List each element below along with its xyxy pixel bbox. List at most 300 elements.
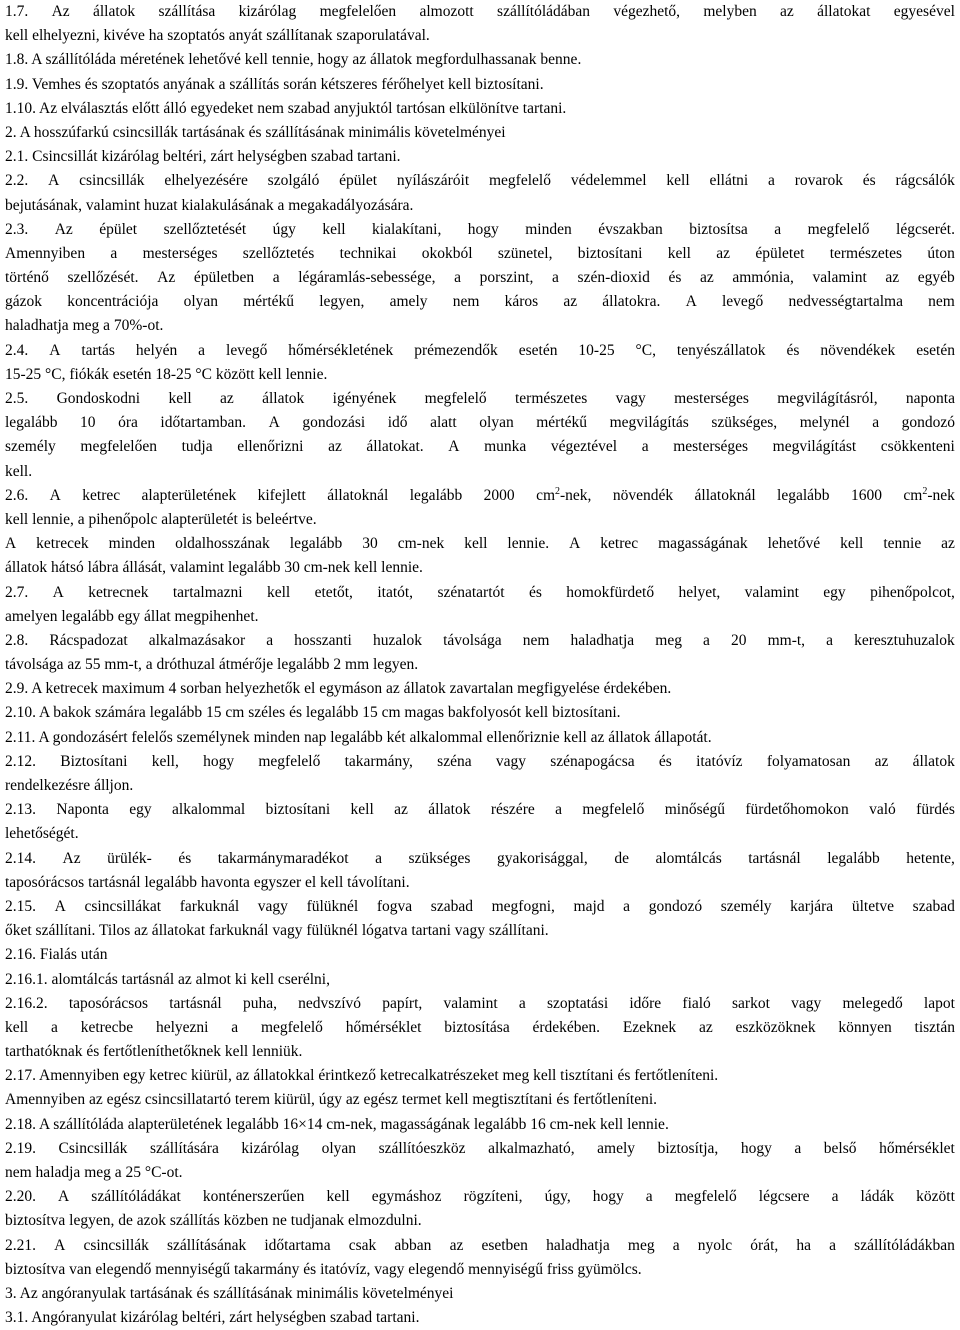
word: okokból: [421, 244, 473, 262]
word: alkalommal: [172, 801, 246, 819]
word: hetente,: [906, 849, 955, 867]
word: eszközöknek: [735, 1018, 816, 1036]
word: Amennyiben: [5, 244, 86, 262]
word: kell: [666, 172, 690, 190]
text-line: [5, 895, 955, 919]
word: mm-t,: [767, 631, 806, 649]
word: cm-nek: [397, 535, 445, 553]
word: mesterséges: [674, 390, 749, 407]
word: fülüknél: [306, 897, 359, 915]
word: védelemmel: [570, 172, 647, 190]
word: szállítása: [158, 3, 216, 20]
word: szénapogácsa: [550, 752, 635, 770]
word: hogy: [592, 1188, 624, 1206]
word: oldalhosszának: [175, 535, 270, 553]
word: fialó: [682, 994, 711, 1012]
word: helyet,: [678, 583, 721, 601]
word: legalább: [289, 535, 343, 553]
word: való: [869, 801, 896, 819]
word: biztosítása: [444, 1018, 510, 1036]
word: vagy: [791, 994, 822, 1012]
word: A: [49, 341, 61, 359]
word: ellátni: [709, 172, 749, 190]
word: csincsillákat: [84, 897, 162, 915]
word: a: [641, 438, 649, 456]
text-line: tarthatóknak és fertőtleníthetőknek kell lenniük.: [5, 1043, 303, 1061]
word: a: [672, 1236, 680, 1254]
word: tennie: [883, 535, 922, 553]
word: itatóvíz: [696, 752, 743, 770]
word: 10-25: [578, 341, 615, 359]
word: káros: [504, 293, 539, 311]
word: A: [52, 583, 64, 601]
word: Az: [51, 3, 70, 20]
word: állatokat: [817, 3, 871, 20]
word: tartás: [81, 341, 115, 359]
word: 2.7.: [5, 583, 29, 601]
text-line: [5, 218, 955, 242]
word: és: [786, 341, 800, 359]
word: megfelelő: [260, 1018, 323, 1036]
text-line: 1.9. Vemhes és szoptatós anyának a szállítás során kétszeres férőhelyet kell biztosítani.: [5, 75, 544, 93]
word: kialakítani,: [372, 220, 442, 238]
word: csincsillák: [83, 1236, 149, 1254]
word: ha: [796, 1236, 812, 1254]
word: ültetve: [851, 897, 895, 915]
word: megfelelő: [807, 220, 870, 238]
word: egyesével: [893, 3, 955, 20]
word: szállítóládában: [497, 3, 591, 20]
word: idő: [387, 414, 408, 432]
word: homokfürdető: [566, 583, 655, 601]
word: de: [614, 849, 629, 867]
word: szükséges: [408, 849, 471, 867]
text-line: bejutásának, valamint huzat kialakulásának a megakadályozására.: [5, 196, 414, 214]
word: helyezni: [155, 1018, 209, 1036]
word: kell,: [151, 752, 179, 770]
superscript: 2: [555, 485, 561, 497]
word: a: [826, 631, 834, 649]
text-line: amelyen legalább egy állat megpihenhet.: [5, 607, 259, 625]
word: 2.2.: [5, 172, 29, 190]
word: konténerszerűen: [202, 1188, 305, 1206]
word: rovarok: [794, 172, 843, 190]
word: sarkot: [732, 994, 770, 1012]
word: 2.12.: [5, 752, 36, 770]
word: kell: [326, 1188, 350, 1206]
word: megfelelően: [319, 3, 397, 20]
word: Az: [54, 220, 73, 238]
word: épületet: [755, 244, 805, 262]
text-line: 2.16. Fialás után: [5, 946, 108, 964]
word: csökkenteni: [880, 438, 955, 456]
word: gondozó: [648, 897, 703, 915]
word: érdekében.: [532, 1018, 601, 1036]
text-line: [5, 1137, 955, 1161]
text-line: 2.16.1. alomtálcás tartásnál az almot ki kell cserélni,: [5, 970, 330, 988]
word: nem: [928, 293, 955, 311]
word: papírt,: [382, 994, 423, 1012]
word: fürdetőhomokon: [745, 801, 849, 819]
word: a: [703, 631, 710, 649]
word: karjára: [790, 897, 834, 915]
word: a: [872, 414, 880, 432]
word: biztosítani: [265, 801, 331, 819]
word: kizárólag: [241, 1139, 300, 1157]
word: 2.14.: [5, 849, 36, 867]
word: időtartamban.: [160, 414, 247, 432]
word: gázok: [5, 293, 43, 311]
word: alomtálcás: [655, 849, 722, 867]
word: szoptatási: [547, 994, 609, 1012]
word: magasságának: [658, 535, 748, 553]
word: részére: [490, 801, 535, 819]
word: koncentrációja: [67, 293, 159, 311]
word: nedvességtartalma: [788, 293, 903, 311]
word: a: [110, 244, 118, 262]
word: esetén: [518, 341, 558, 359]
word: légcsere: [758, 1188, 810, 1206]
word: kell: [5, 1018, 29, 1036]
word: keresztuhuzalok: [854, 631, 955, 649]
word: természetes: [829, 244, 902, 262]
word: végezhető,: [613, 3, 681, 20]
word: az: [394, 801, 408, 819]
word: csak: [348, 1236, 377, 1254]
word: megvilágítás: [609, 414, 689, 432]
word: megvilágításról,: [777, 390, 878, 407]
text-line: 1.8. A szállítóláda méretének lehetővé kell tennie, hogy az állatok megfordulhassanak benne.: [5, 51, 582, 69]
word: Biztosítani: [60, 752, 128, 770]
text-line: haladhatja meg a 70%-ot.: [5, 317, 164, 335]
word: 2.20.: [5, 1188, 36, 1206]
word: A: [48, 172, 60, 190]
word: olyan: [183, 293, 219, 311]
word: A: [448, 438, 460, 456]
word: 20: [731, 631, 747, 649]
text-line: nem haladja meg a 25 °C-ot.: [5, 1164, 183, 1181]
text-line: [5, 435, 955, 459]
word: rágcsálók: [895, 172, 955, 190]
word: az: [716, 244, 731, 262]
word: olyan: [321, 1139, 357, 1157]
word: prémezendők: [414, 341, 498, 359]
word: csincsillák: [79, 172, 145, 190]
word: kell: [667, 244, 691, 262]
word: megfelelően: [80, 438, 157, 456]
word: fürdés: [916, 801, 955, 819]
word: minden: [525, 220, 572, 238]
word: személy: [5, 438, 56, 456]
word: helyén: [135, 341, 178, 359]
text-line: Amennyiben az egész csincsillatartó terem kiürül, úgy az egész termet kell megtisztítani és fertőtleníteni.: [5, 1091, 658, 1109]
word: megfelelő: [674, 1188, 737, 1206]
text-line: biztosítva legyen, de azok szállítás közben ne tudjanak elmozdulni.: [5, 1212, 422, 1230]
word: hogy: [740, 1139, 772, 1157]
word: és: [862, 172, 876, 190]
word: kell: [168, 390, 192, 407]
word: valamint: [812, 269, 867, 287]
word: 2.19.: [5, 1139, 36, 1157]
word: szellőztetését: [163, 220, 247, 238]
text-line: [5, 484, 955, 508]
word: kell: [350, 801, 374, 819]
word: az: [220, 390, 234, 407]
text-line: 15-25 °C, fiókák esetén 18-25 °C között kell lennie.: [5, 365, 328, 383]
word: 1.7.: [5, 3, 29, 20]
word: megfelelő: [258, 752, 321, 770]
word: hosszanti: [294, 631, 352, 649]
text-line: kell elhelyezni, kivéve ha szoptatós anyát szállítanak szaporulatával.: [5, 27, 430, 45]
word: az: [449, 1236, 464, 1254]
word: almozott: [419, 3, 474, 20]
word: porszint,: [479, 269, 534, 287]
text-line: [5, 798, 955, 822]
text-line: távolsága az 55 mm-t, a dróthuzal átmérője legalább 2 mm legyen.: [5, 656, 419, 674]
word: az: [700, 269, 714, 287]
word: biztosítani: [577, 244, 643, 262]
word: könnyen: [838, 1018, 892, 1036]
word: a: [198, 341, 206, 359]
word: naponta: [905, 390, 955, 407]
word: minőségű: [664, 801, 726, 819]
word: alkalmazható,: [488, 1139, 575, 1157]
word: állatok: [428, 801, 471, 819]
word: történő: [5, 269, 49, 287]
word: megfelelő: [489, 172, 551, 190]
word: pihenőpolcot,: [870, 583, 955, 601]
word: fogva: [376, 897, 413, 915]
word: rögzíteni,: [463, 1188, 523, 1206]
word: a: [645, 1188, 653, 1206]
text-line: [5, 290, 955, 314]
word: gyakorisággal,: [496, 849, 588, 867]
word: 2000: [483, 486, 515, 504]
word: lapot: [923, 994, 955, 1012]
word: 2.6.: [5, 486, 29, 504]
word: biztosítsa: [689, 220, 748, 238]
word: a: [266, 631, 274, 649]
word: szállítóládákban: [854, 1236, 955, 1254]
text-line: [5, 0, 955, 24]
text-line: állatok hátsó lábra állását, valamint legalább 30 cm-nek kell lennie.: [5, 559, 423, 577]
word: a: [831, 1188, 839, 1206]
word: legalább: [827, 849, 880, 867]
word: legalább: [409, 486, 463, 504]
word: szállítóeszköz: [378, 1139, 466, 1157]
word: farkuknál: [179, 897, 240, 915]
word: úton: [927, 244, 955, 262]
word: alkalmazásakor: [148, 631, 246, 649]
word: kell: [464, 535, 488, 553]
word: meg: [627, 1236, 655, 1254]
word: és: [528, 583, 542, 601]
text-line: 2.1. Csincsillát kizárólag beltéri, zárt helységben szabad tartani.: [5, 148, 401, 166]
text-line: 2.18. A szállítóláda alapterületének legalább 16×14 cm-nek, magasságának legalább 16 cm-nek kell lennie.: [5, 1115, 669, 1133]
text-line: 2.17. Amennyiben egy ketrec kiürül, az állatokkal érintkező ketrecalkatrészeket meg kell tisztítani és fertőtleníteni.: [5, 1067, 719, 1085]
word: gondozási: [302, 414, 366, 432]
word: személy: [720, 897, 772, 915]
word: hőmérséklet: [345, 1018, 422, 1036]
word: az: [874, 752, 889, 770]
word: az: [698, 1018, 713, 1036]
word: állatoknál: [694, 486, 756, 504]
word: megfogni,: [491, 897, 555, 915]
word: A: [58, 1188, 70, 1206]
word: órát,: [750, 1236, 779, 1254]
word: a: [51, 1018, 58, 1036]
text-line: lehetőségét.: [5, 825, 79, 843]
word: növendék: [612, 486, 674, 504]
word: hogy: [203, 752, 235, 770]
text-line: [5, 387, 955, 411]
word: széna: [437, 752, 472, 770]
word: kell: [840, 535, 864, 553]
word: ellenőrizni: [237, 438, 304, 456]
word: mesterséges: [142, 244, 218, 262]
word: Naponta: [56, 801, 109, 819]
word: takarmánymaradékot: [217, 849, 349, 867]
superscript: 2: [922, 485, 928, 497]
word: tartásnál: [748, 849, 801, 867]
word: állatok: [262, 390, 305, 407]
word: Az: [157, 269, 176, 287]
word: az: [885, 269, 900, 287]
word: vagy: [615, 390, 646, 407]
text-line: biztosítva van elegendő mennyiségű takarmány és itatóvíz, vagy elegendő mennyiségű friss gyümölcs.: [5, 1260, 642, 1278]
word: a: [552, 269, 559, 287]
word: 2.13.: [5, 801, 36, 819]
word: majd: [573, 897, 605, 915]
text-line: 2.9. A ketrecek maximum 4 sorban helyezhetők el egymáson az állatok zavartalan megfigyelése érdekében.: [5, 680, 672, 698]
word: A: [5, 535, 17, 553]
text-line: [5, 992, 955, 1016]
word: szellőzését.: [67, 269, 139, 287]
word: épület: [99, 220, 138, 238]
word: állatokat.: [366, 438, 424, 456]
word: az: [563, 293, 578, 311]
word: $cm^2$-nek,: [536, 485, 592, 504]
word: lennie.: [507, 535, 550, 553]
word: szolgáló: [267, 172, 320, 190]
word: a: [623, 897, 631, 915]
word: meg: [655, 631, 682, 649]
word: puha,: [242, 994, 277, 1012]
word: huzalok: [372, 631, 423, 649]
word: melegedő: [842, 994, 903, 1012]
word: állatok: [92, 3, 136, 20]
word: 2.8.: [5, 631, 29, 649]
text-line: [5, 266, 955, 290]
word: mértékű: [243, 293, 295, 311]
word: abban: [394, 1236, 432, 1254]
word: szén-dioxid: [577, 269, 650, 287]
word: tartásnál: [169, 994, 222, 1012]
word: ketrecbe: [80, 1018, 134, 1036]
word: igényének: [332, 390, 397, 407]
word: a: [518, 994, 526, 1012]
word: 2.3.: [5, 220, 29, 238]
word: alatt: [430, 414, 457, 432]
word: szabad: [430, 897, 473, 915]
text-line: [5, 1234, 955, 1258]
word: legyen,: [319, 293, 365, 311]
word: olyan: [479, 414, 514, 432]
word: 2.4.: [5, 341, 29, 359]
word: a: [768, 172, 775, 190]
word: folyamatosan: [766, 752, 851, 770]
word: Csincsillák: [58, 1139, 128, 1157]
word: végeztével: [550, 438, 618, 456]
word: $cm^2$-nek: [903, 485, 955, 504]
word: melynél: [799, 414, 850, 432]
word: hőmérsékletének: [288, 341, 394, 359]
word: taposórácsos: [68, 994, 149, 1012]
word: 2.21.: [5, 1236, 36, 1254]
word: távolsága: [443, 631, 502, 649]
text-line: 2.11. A gondozásért felelős személynek minden nap legalább két alkalommal ellenőriznie kell az állatok állapotát.: [5, 728, 712, 746]
word: épület: [339, 172, 378, 190]
word: esetben: [481, 1236, 528, 1254]
word: a: [774, 220, 782, 238]
word: nedvszívó: [298, 994, 362, 1012]
word: az: [328, 438, 342, 456]
word: állatoknál: [327, 486, 389, 504]
word: légcserét.: [896, 220, 955, 238]
word: az: [941, 535, 955, 553]
word: a: [375, 849, 382, 867]
word: legalább: [5, 414, 58, 432]
word: kell: [322, 220, 346, 238]
word: vagy: [495, 752, 526, 770]
word: elhelyezésére: [164, 172, 248, 190]
word: szükséges,: [711, 414, 778, 432]
text-line: [5, 629, 955, 653]
text-line: [5, 1016, 955, 1040]
word: úgy,: [544, 1188, 571, 1206]
word: °C,: [635, 341, 656, 359]
word: szállítására: [149, 1139, 219, 1157]
word: a: [829, 1236, 837, 1254]
word: 2.15.: [5, 897, 36, 915]
text-line: [5, 339, 955, 363]
word: úgy: [272, 220, 296, 238]
word: ketrec: [600, 535, 639, 553]
word: egyéb: [917, 269, 955, 287]
word: Rácspadozat: [49, 631, 128, 649]
word: 1600: [850, 486, 882, 504]
word: a: [555, 801, 562, 819]
word: minden: [108, 535, 156, 553]
text-line: 3.1. Angóranyulat kizárólag beltéri, zárt helységben szabad tartani.: [5, 1309, 420, 1327]
word: nem: [522, 631, 550, 649]
word: szállításának: [167, 1236, 247, 1254]
word: haladhatja: [546, 1236, 610, 1254]
word: 2.16.2.: [5, 994, 48, 1012]
word: időre: [629, 994, 662, 1012]
text-line: kell lennie, a pihenőpolc alapterületét is beleértve.: [5, 510, 317, 528]
word: technikai: [339, 244, 397, 262]
word: etetőt,: [314, 583, 353, 601]
word: ketrecnek: [88, 583, 149, 601]
word: a: [272, 269, 280, 287]
word: egy: [823, 583, 846, 601]
word: tisztán: [914, 1018, 955, 1036]
text-line: 2. A hosszúfarkú csincsillák tartásának és szállításának minimális követelményei: [5, 123, 506, 141]
word: szállítóládákat: [91, 1188, 181, 1206]
word: mesterséges: [673, 438, 749, 456]
word: és: [178, 849, 192, 867]
